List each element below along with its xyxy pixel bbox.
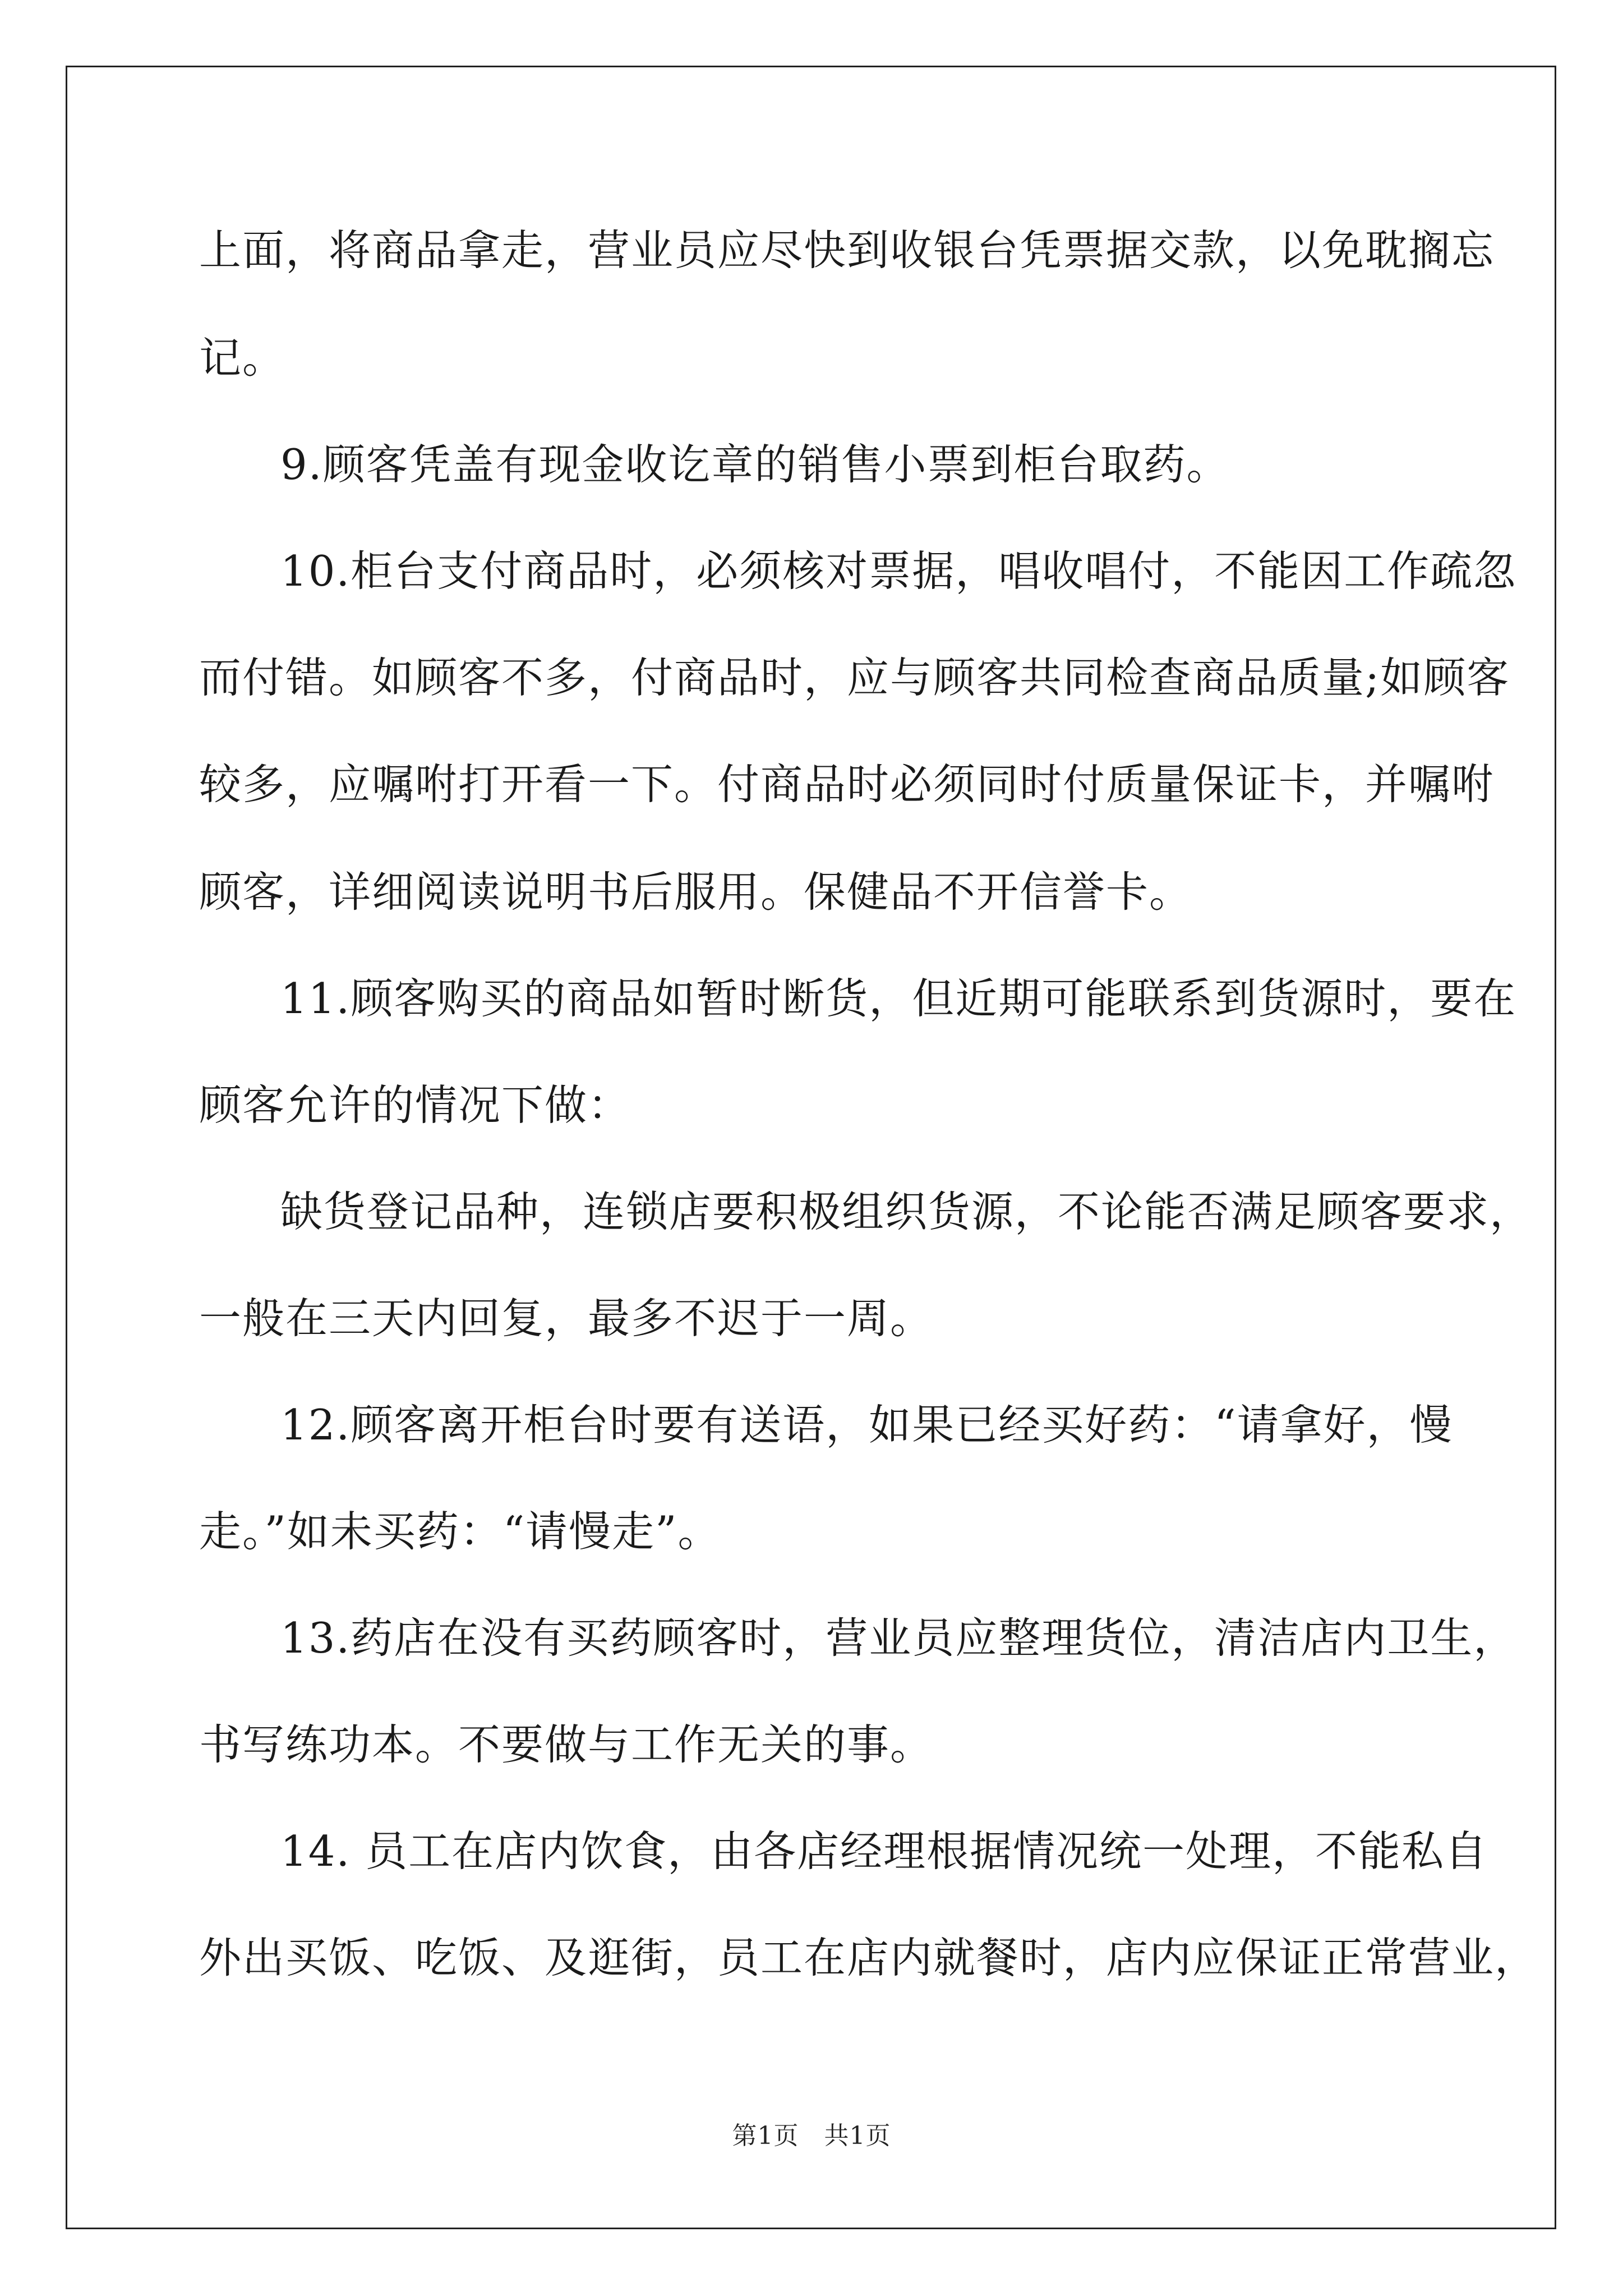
paragraph-line: 顾客，详细阅读说明书后服用。保健品不开信誉卡。 [199,867,1193,917]
page-number-footer: 第1页 共1页 [732,2122,891,2150]
paragraph-line: 而付错。如顾客不多，付商品时，应与顾客共同检查商品质量;如顾客 [199,653,1510,702]
paragraph-line: 13.药店在没有买药顾客时，营业员应整理货位，清洁店内卫生， [280,1613,1517,1663]
paragraph-line: 较多，应嘱咐打开看一下。付商品时必须同时付质量保证卡，并嘱咐 [199,760,1495,809]
paragraph-line: 走。”如未买药：“请慢走”。 [199,1507,721,1556]
paragraph-line: 14. 员工在店内饮食，由各店经理根据情况统一处理，不能私自 [280,1826,1488,1876]
paragraph-line: 11.顾客购买的商品如暂时断货，但近期可能联系到货源时，要在 [280,974,1517,1023]
paragraph-line: 顾客允许的情况下做： [199,1080,631,1130]
paragraph-line: 10.柜台支付商品时，必须核对票据，唱收唱付，不能因工作疏忽 [280,546,1517,596]
paragraph-line: 一般在三天内回复，最多不迟于一周。 [199,1294,934,1343]
paragraph-line: 缺货登记品种，连锁店要积极组织货源，不论能否满足顾客要求， [280,1187,1533,1236]
paragraph-line: 上面，将商品拿走，营业员应尽快到收银台凭票据交款，以免耽搁忘 [199,226,1495,275]
paragraph-line: 书写练功本。不要做与工作无关的事。 [199,1720,934,1769]
page-border [66,66,1556,2229]
paragraph-line: 记。 [199,333,286,383]
paragraph-line: 9.顾客凭盖有现金收讫章的销售小票到柜台取药。 [280,440,1230,489]
paragraph-line: 外出买饭、吃饭、及逛街，员工在店内就餐时，店内应保证正常营业， [199,1933,1538,1982]
paragraph-line: 12.顾客离开柜台时要有送语，如果已经买好药：“请拿好，慢 [280,1400,1453,1450]
